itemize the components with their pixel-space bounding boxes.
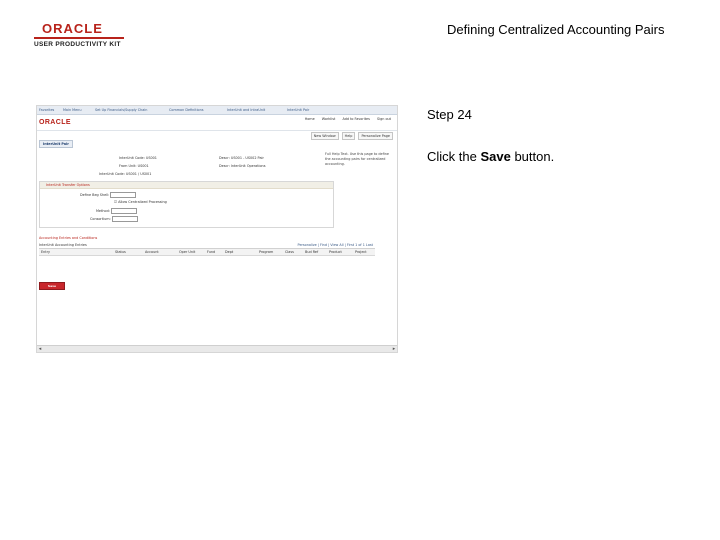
oracle-upk-logo [34,22,124,49]
app-brand: ORACLE [39,119,71,126]
breadcrumb-item[interactable]: InterUnit Pair [287,108,310,112]
tab-interunit-pair[interactable]: InterUnit Pair [39,140,73,148]
field-row: From Unit: US001 [119,164,149,168]
breadcrumb-item[interactable]: Favorites [39,108,55,112]
step-number: Step 24 [427,107,472,122]
field-row: Descr: InterUnit Operations [219,164,266,168]
step-instruction [427,149,554,164]
grid-header [39,242,375,249]
app-header [37,115,397,131]
grid-column: Bud Ref [305,250,319,254]
field-row: InterUnit Code: US001 [119,156,157,160]
application-screenshot [36,105,398,353]
sign-out-link[interactable]: Sign out [376,117,391,121]
panel-row [90,216,138,222]
breadcrumb-item[interactable]: Common Definitions [169,108,204,112]
personalize-link[interactable]: Personalize Page [358,132,393,140]
grid-column: Project [355,250,367,254]
grid-subtitle: Accounting Entries and Conditions [39,236,98,240]
logo-brand: ORACLE [42,21,103,36]
consortium-input[interactable] [112,216,138,222]
scroll-right-icon[interactable]: ▸ [392,346,396,352]
transfer-options-panel [39,181,334,228]
field-row: Descr: US001 - US002 Pair [219,156,264,160]
field-row: InterUnit Code: US001 / US001 [99,172,152,176]
panel-row-label: Consortium: [90,217,111,221]
grid-column: Entry [41,250,51,254]
new-window-link[interactable]: New Window [311,132,339,140]
panel-row-label: Method: [96,209,110,213]
grid-column: Status [115,250,126,254]
grid-column: Product [329,250,342,254]
panel-title[interactable]: InterUnit Transfer Options [40,182,333,189]
slide-title: Defining Centralized Accounting Pairs [447,22,665,37]
instruction-suffix: button. [510,149,555,164]
worklist-link[interactable]: Worklist [321,117,336,121]
horizontal-scrollbar[interactable] [37,345,397,352]
grid-columns [39,249,375,256]
header-links [299,117,391,121]
grid-column: Account [145,250,159,254]
centralized-checkbox[interactable]: ☑ [114,200,118,204]
panel-row-label: Define Beg Shell: [80,193,110,197]
breadcrumb-item[interactable]: Main Menu [63,108,82,112]
scroll-left-icon[interactable]: ◂ [38,346,42,352]
panel-row [114,200,167,204]
beg-shell-input[interactable] [110,192,136,198]
page-toolbar [309,132,393,140]
help-link[interactable]: Help [342,132,356,140]
instruction-prefix: Click the [427,149,481,164]
panel-row-label: Allow Centralized Processing [118,200,167,204]
add-favorites-link[interactable]: Add to Favorites [342,117,370,121]
help-text: Full Help Text. Use this page to define the accounting pairs for centralized accounting. [325,152,390,166]
panel-row [96,208,137,214]
instruction-target: Save [480,149,511,164]
breadcrumb-item[interactable]: Set Up Financials/Supply Chain [95,108,148,112]
method-input[interactable] [111,208,137,214]
grid-column: Class [285,250,294,254]
breadcrumb [37,106,397,115]
grid-column: Program [259,250,274,254]
grid-column: Oper Unit [179,250,196,254]
home-link[interactable]: Home [304,117,315,121]
grid-column: Fund [207,250,216,254]
grid-pager[interactable]: Personalize | Find | View All | First 1 of 1 Last [297,243,373,247]
save-button[interactable]: Save [39,282,65,290]
grid-column: Dept [225,250,234,254]
panel-row [80,192,136,198]
logo-product: USER PRODUCTIVITY KIT [34,37,124,49]
breadcrumb-item[interactable]: InterUnit and IntraUnit [227,108,266,112]
grid-title: InterUnit Accounting Entries [39,243,87,247]
